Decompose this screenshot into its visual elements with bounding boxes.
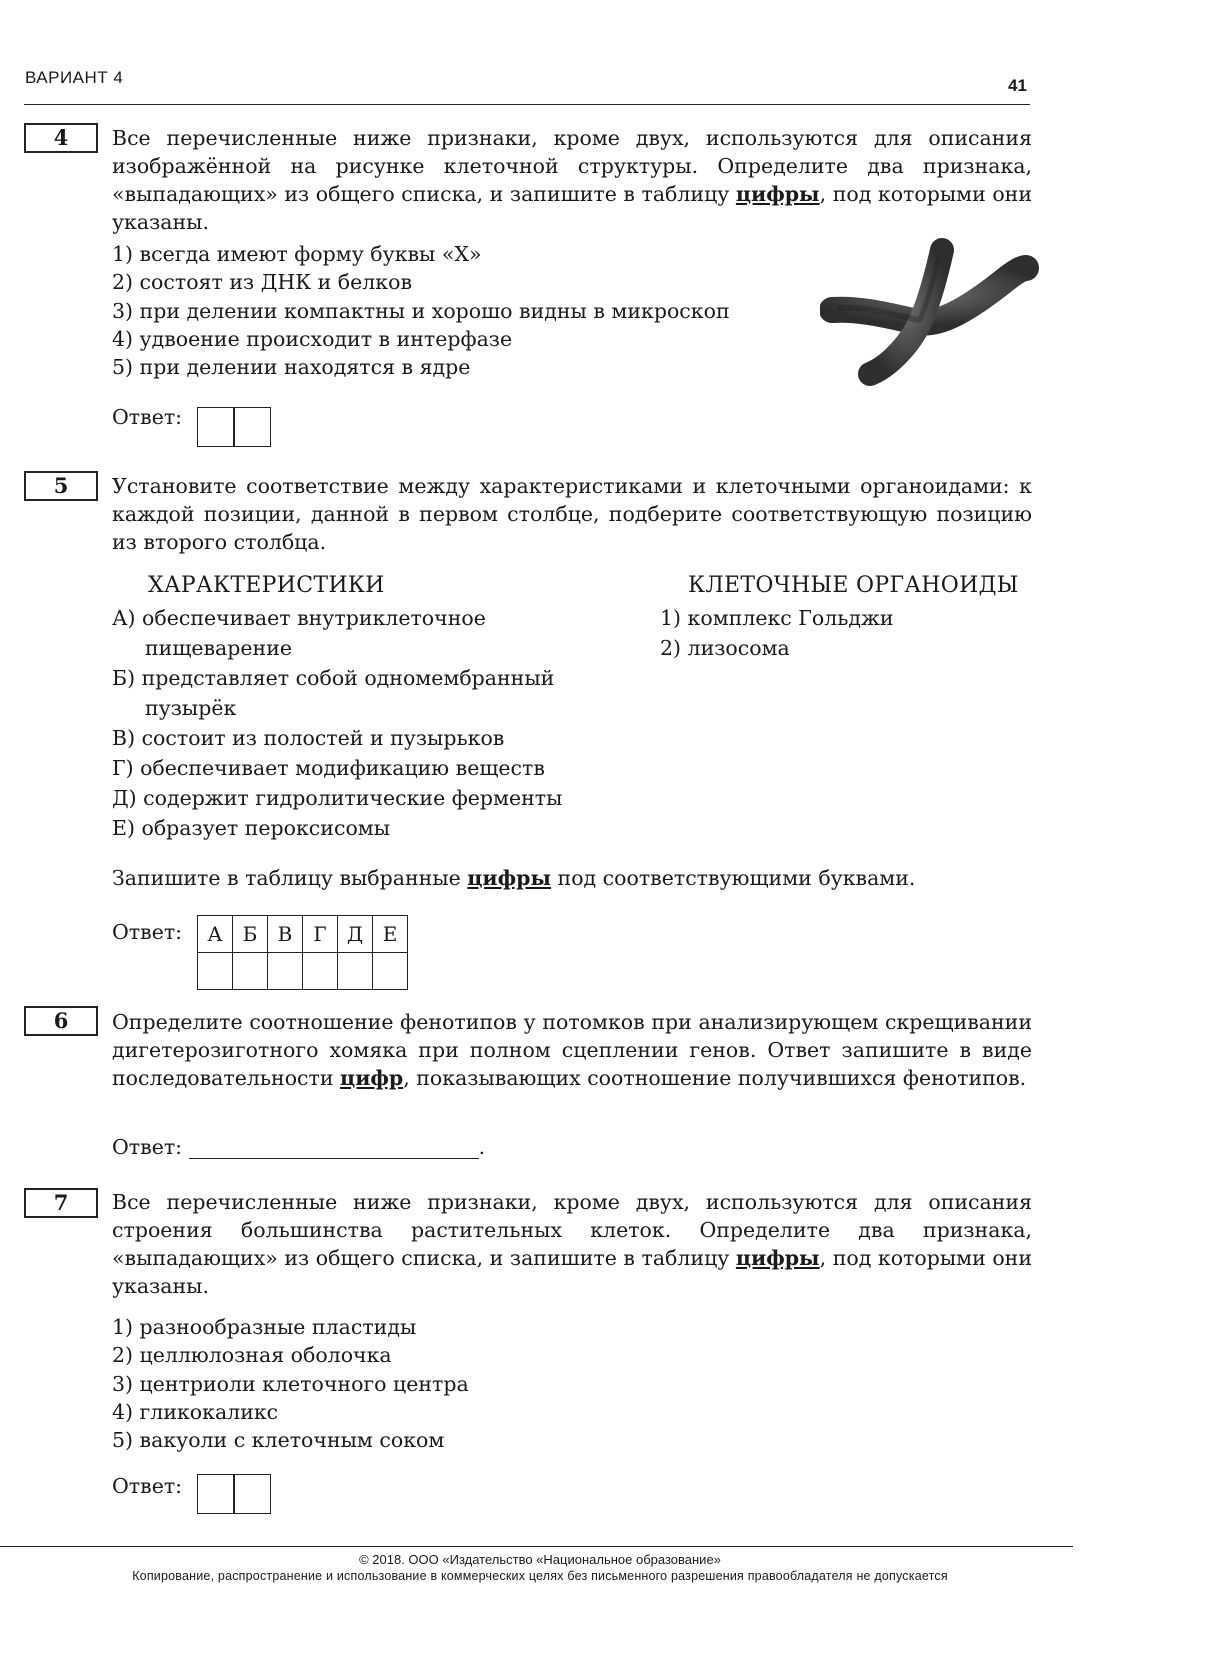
answer-cell[interactable] — [233, 407, 271, 447]
task-6-answer-label: Ответ: . — [112, 1135, 486, 1159]
task-7-number-box: 7 — [24, 1188, 98, 1218]
task-7-option-1: 1) разнообразные пластиды — [112, 1315, 417, 1339]
task-7-emph: цифры — [735, 1246, 820, 1270]
characteristics-header: ХАРАКТЕРИСТИКИ — [148, 573, 385, 598]
answer-cell[interactable] — [233, 953, 268, 990]
characteristic-v: В) состоит из полостей и пузырьков — [112, 726, 505, 750]
table-letter: Г — [303, 916, 338, 953]
task-7-answer-cells — [198, 1474, 271, 1514]
task-4-number-box: 4 — [24, 123, 98, 153]
footer-notice: Копирование, распространение и использование в коммерческих целях без письменного разрешения правообладателя не допускается — [132, 1569, 948, 1583]
task-7-answer-label: Ответ: — [112, 1474, 183, 1498]
page-number: 41 — [1008, 76, 1027, 95]
task-6-text: Определите соотношение фенотипов у потомков при анализирующем скрещивании дигетерозиготного хомяка при полном сцеплении генов. Ответ запишите в виде последовательности цифр, показывающих соотношение получившихся фенотипов. — [112, 1010, 1032, 1090]
characteristic-e: Е) образует пероксисомы — [112, 816, 391, 840]
footer-rule — [0, 1546, 1073, 1547]
task-4-emph: цифры — [735, 182, 820, 206]
task-4-answer-cells — [198, 407, 271, 447]
task-4-option-1: 1) всегда имеют форму буквы «X» — [112, 242, 482, 266]
answer-cell[interactable] — [268, 953, 303, 990]
characteristic-b: Б) представляет собой одномембранный пузырёк — [112, 666, 555, 720]
characteristic-a: А) обеспечивает внутриклеточное пищеварение — [112, 606, 486, 660]
task-4-option-3: 3) при делении компактны и хорошо видны в микроскоп — [112, 298, 730, 323]
task-7-options — [112, 1313, 469, 1454]
task-4-options — [112, 240, 730, 381]
task-5-answer-table — [197, 915, 408, 990]
characteristic-g: Г) обеспечивает модификацию веществ — [112, 756, 545, 780]
task-7-text: Все перечисленные ниже признаки, кроме двух, используются для описания строения большинства растительных клеток. Определите два признака, «выпадающих» из общего списка, и запишите в таблицу цифры, под которыми они указаны. — [112, 1190, 1032, 1298]
organoid-2: 2) лизосома — [660, 636, 790, 660]
task-6-emph: цифр — [340, 1066, 404, 1090]
task-5-text: Установите соответствие между характеристиками и клеточными органоидами: к каждой позиции, данной в первом столбце, подберите соответствующую позицию из второго столбца. — [112, 474, 1032, 554]
organoids-header: КЛЕТОЧНЫЕ ОРГАНОИДЫ — [688, 573, 1019, 598]
task-4-text: Все перечисленные ниже признаки, кроме двух, используются для описания изображённой на рисунке клеточной структуры. Определите два признака, «выпадающих» из общего списка, и запишите в таблицу цифры, под которыми они указаны. — [112, 126, 1032, 234]
answer-cell[interactable] — [197, 407, 235, 447]
table-letter: Б — [233, 916, 268, 953]
task-6-number-box: 6 — [24, 1006, 98, 1036]
variant-title: ВАРИАНТ 4 — [25, 68, 124, 87]
organoid-1: 1) комплекс Гольджи — [660, 606, 894, 630]
task-5-answer-label: Ответ: — [112, 920, 183, 944]
task-5-emph: цифры — [467, 866, 552, 890]
task-4-option-5: 5) при делении находятся в ядре — [112, 355, 471, 380]
header-rule — [24, 104, 1030, 105]
footer-copyright: © 2018. ООО «Издательство «Национальное образование» — [359, 1552, 721, 1567]
task-6-answer-line[interactable] — [189, 1136, 479, 1159]
answer-cell[interactable] — [198, 953, 233, 990]
answer-cell[interactable] — [338, 953, 373, 990]
task-5-number-box: 5 — [24, 471, 98, 501]
organoids-list — [660, 603, 894, 663]
task-4-option-2: 2) состоят из ДНК и белков — [112, 270, 412, 295]
table-letter: В — [268, 916, 303, 953]
chromosome-image — [820, 238, 1040, 398]
task-5-instruction: Запишите в таблицу выбранные цифры под соответствующими буквами. — [112, 866, 916, 890]
table-letter: Д — [338, 916, 373, 953]
answer-cell[interactable] — [373, 953, 408, 990]
characteristics-list — [112, 603, 612, 843]
answer-cell[interactable] — [233, 1474, 271, 1514]
task-7-option-5: 5) вакуоли с клеточным соком — [112, 1428, 445, 1453]
answer-cell[interactable] — [197, 1474, 235, 1514]
characteristic-d: Д) содержит гидролитические ферменты — [112, 786, 563, 810]
table-letter: А — [198, 916, 233, 953]
answer-cell[interactable] — [303, 953, 338, 990]
task-7-option-2: 2) целлюлозная оболочка — [112, 1343, 392, 1368]
task-7-option-4: 4) гликокаликс — [112, 1399, 279, 1424]
task-4-option-4: 4) удвоение происходит в интерфазе — [112, 326, 513, 351]
task-4-answer-label: Ответ: — [112, 405, 183, 429]
task-7-option-3: 3) центриоли клеточного центра — [112, 1371, 469, 1396]
table-letter: Е — [373, 916, 408, 953]
